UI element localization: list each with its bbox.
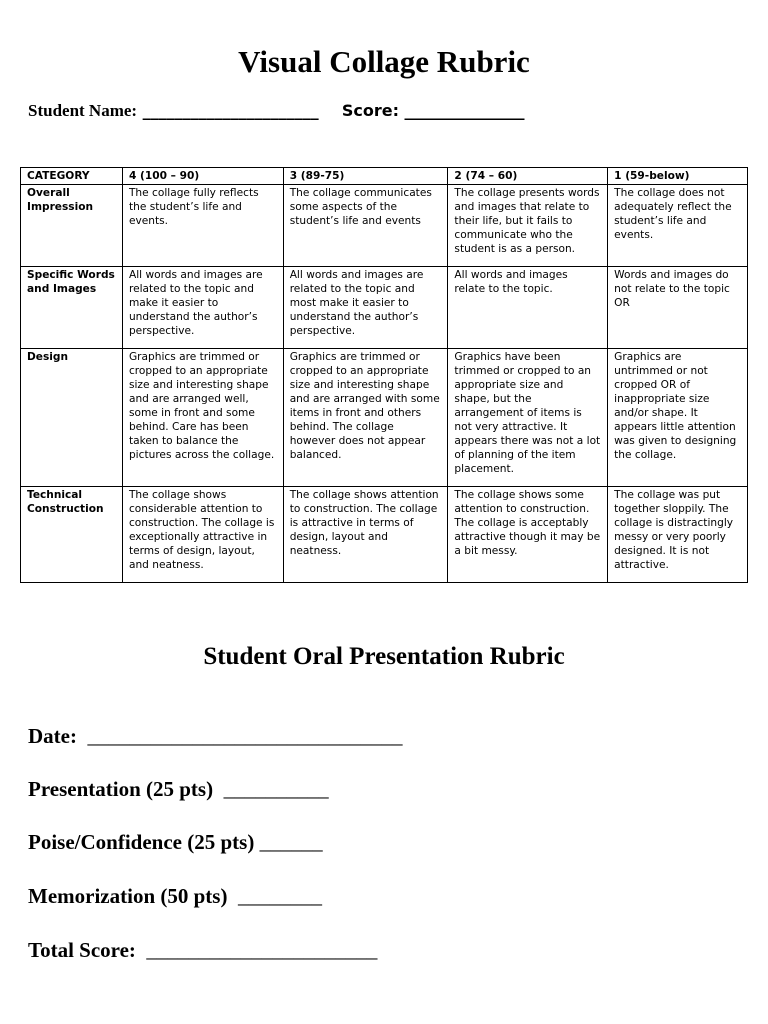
rubric-cell: Graphics are trimmed or cropped to an appropriate size and interesting shape and are arranged well, some in front and some behind. Care has been taken to balance the pictures across the collage. <box>122 349 283 487</box>
rubric-cell: Graphics have been trimmed or cropped to an appropriate size and shape, but the arrangement of items is not very attractive. It appears there was not a lot of planning of the item placement. <box>448 349 608 487</box>
total-score-line <box>28 938 377 963</box>
date-blank: ______________________________ <box>87 724 403 748</box>
total-score-blank: ______________________ <box>146 938 378 962</box>
date-label: Date: <box>28 724 77 748</box>
table-row <box>21 487 748 583</box>
presentation-line <box>28 777 329 802</box>
table-row <box>21 185 748 267</box>
rubric-cell: Words and images do not relate to the topic OR <box>608 267 748 349</box>
table-row <box>21 349 748 487</box>
table-row <box>21 267 748 349</box>
rubric-cell: The collage communicates some aspects of the student’s life and events <box>283 185 448 267</box>
rubric-cell: Graphics are trimmed or cropped to an appropriate size and interesting shape and are arranged with some items in front and others behind. The collage however does not appear balanced. <box>283 349 448 487</box>
rubric-cell: All words and images are related to the topic and most make it easier to understand the author’s perspective. <box>283 267 448 349</box>
presentation-blank: __________ <box>223 777 329 801</box>
rubric-cell: The collage fully reflects the student’s life and events. <box>122 185 283 267</box>
row-category: Overall Impression <box>21 185 123 267</box>
date-line <box>28 724 402 749</box>
poise-blank: ______ <box>259 830 323 854</box>
memorization-line <box>28 884 322 909</box>
rubric-cell: The collage was put together sloppily. The collage is distractingly messy or very poorly designed. It is not attractive. <box>608 487 748 583</box>
row-category: Design <box>21 349 123 487</box>
row-category: Technical Construction <box>21 487 123 583</box>
header-row <box>21 168 748 185</box>
header-category: CATEGORY <box>21 168 123 185</box>
rubric-cell: Graphics are untrimmed or not cropped OR of inappropriate size and/or shape. It appears little attention was given to designing the collage. <box>608 349 748 487</box>
presentation-label: Presentation (25 pts) <box>28 777 214 801</box>
rubric-cell: All words and images relate to the topic. <box>448 267 608 349</box>
row-category: Specific Words and Images <box>21 267 123 349</box>
header-level-2: 2 (74 – 60) <box>448 168 608 185</box>
student-line <box>28 101 525 121</box>
rubric-cell: The collage shows considerable attention to construction. The collage is exceptionally attractive in terms of design, layout, and neatness. <box>122 487 283 583</box>
total-score-label: Total Score: <box>28 938 136 962</box>
memorization-blank: ________ <box>237 884 322 908</box>
score-label: Score: <box>341 101 399 120</box>
collage-rubric-table <box>20 167 748 583</box>
rubric-cell: The collage shows some attention to construction. The collage is acceptably attractive though it may be a bit messy. <box>448 487 608 583</box>
score-blank: _______________ <box>404 101 525 120</box>
poise-line <box>28 830 323 855</box>
student-name-blank: ______________________ <box>142 101 319 120</box>
rubric-cell: The collage does not adequately reflect the student’s life and events. <box>608 185 748 267</box>
header-level-4: 4 (100 – 90) <box>122 168 283 185</box>
header-level-3: 3 (89-75) <box>283 168 448 185</box>
rubric-cell: All words and images are related to the topic and make it easier to understand the author’s perspective. <box>122 267 283 349</box>
rubric-cell: The collage presents words and images that relate to their life, but it fails to communicate who the student is as a person. <box>448 185 608 267</box>
oral-rubric-title: Student Oral Presentation Rubric <box>203 643 565 670</box>
poise-label: Poise/Confidence (25 pts) <box>28 830 255 854</box>
rubric-cell: The collage shows attention to construction. The collage is attractive in terms of design, layout and neatness. <box>283 487 448 583</box>
student-name-label: Student Name: <box>28 101 138 120</box>
header-level-1: 1 (59-below) <box>608 168 748 185</box>
memorization-label: Memorization (50 pts) <box>28 884 228 908</box>
rubric-title: Visual Collage Rubric <box>238 44 530 79</box>
